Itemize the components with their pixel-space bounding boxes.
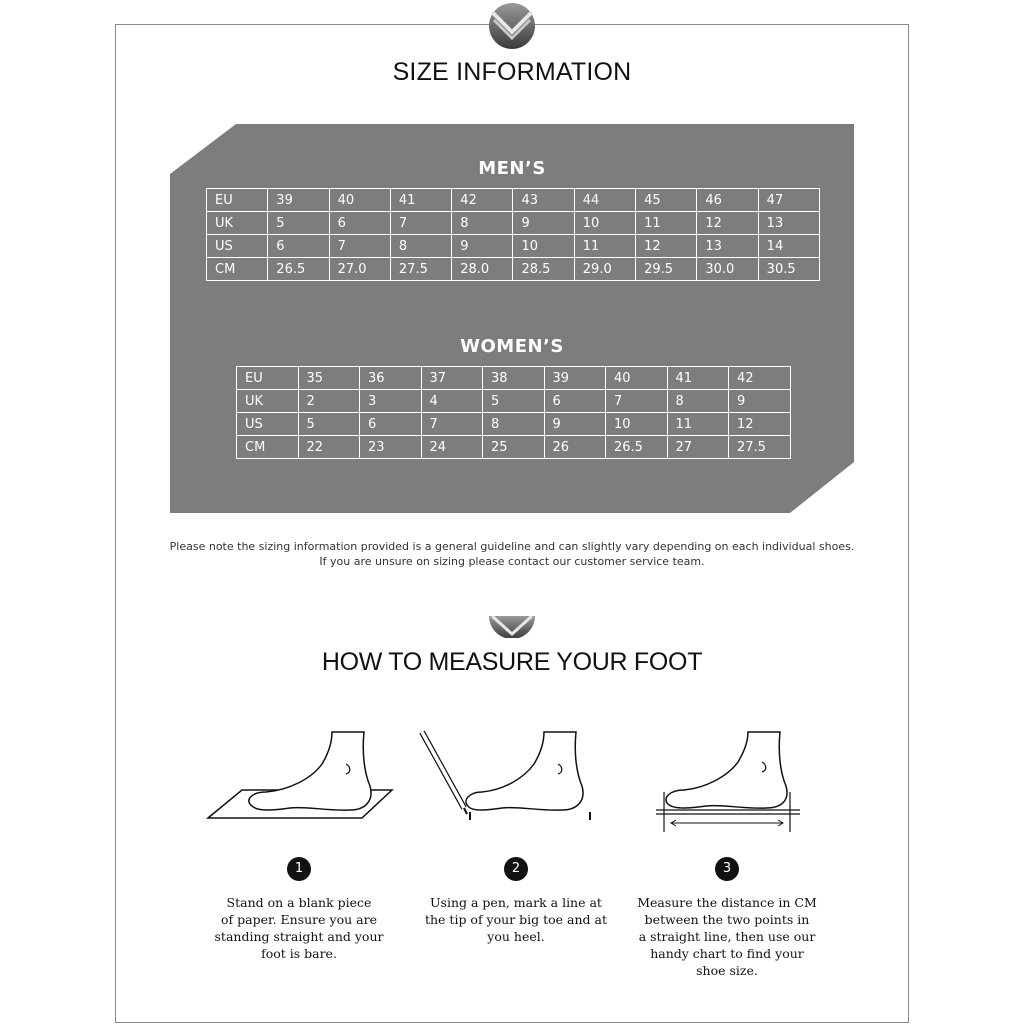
table-cell: 9 — [452, 235, 513, 258]
table-cell: 39 — [544, 367, 606, 390]
table-cell: 42 — [729, 367, 791, 390]
table-cell: 4 — [421, 390, 483, 413]
sizing-note-line1: Please note the sizing information provided is a general guideline and can slightly vary depending on each individual shoes. — [169, 540, 855, 553]
mens-row-cm — [207, 258, 820, 281]
mens-row-us — [207, 235, 820, 258]
table-cell: 29.0 — [574, 258, 635, 281]
table-cell: 41 — [390, 189, 451, 212]
table-cell: 26.5 — [606, 436, 668, 459]
step-2-number: 2 — [504, 857, 528, 881]
table-cell: 47 — [758, 189, 819, 212]
mens-row-eu — [207, 189, 820, 212]
table-cell: 5 — [268, 212, 329, 235]
mens-heading: MEN’S — [478, 158, 546, 179]
table-cell: 36 — [360, 367, 422, 390]
table-cell: 6 — [544, 390, 606, 413]
row-label: EU — [237, 367, 299, 390]
foot-icon — [416, 728, 606, 824]
table-cell: 41 — [667, 367, 729, 390]
table-cell: 27.5 — [390, 258, 451, 281]
table-cell: 35 — [298, 367, 360, 390]
table-cell: 28.0 — [452, 258, 513, 281]
table-cell: 44 — [574, 189, 635, 212]
table-cell: 9 — [729, 390, 791, 413]
table-cell: 12 — [636, 235, 697, 258]
table-cell: 10 — [574, 212, 635, 235]
step-3-text: Measure the distance in CM between the two points in a straight line, then use our handy chart to find your shoe size. — [637, 895, 817, 978]
table-cell: 30.0 — [697, 258, 758, 281]
table-cell: 7 — [390, 212, 451, 235]
row-label: UK — [207, 212, 268, 235]
row-label: UK — [237, 390, 299, 413]
pen-icon — [422, 732, 467, 814]
table-cell: 11 — [636, 212, 697, 235]
table-cell: 8 — [483, 413, 545, 436]
foot-icon — [206, 728, 396, 824]
table-cell: 43 — [513, 189, 574, 212]
table-cell: 12 — [729, 413, 791, 436]
table-cell: 24 — [421, 436, 483, 459]
table-cell: 7 — [606, 390, 668, 413]
step-1-text: Stand on a blank piece of paper. Ensure you are standing straight and your foot is bare. — [214, 895, 384, 961]
table-cell: 9 — [544, 413, 606, 436]
table-cell: 9 — [513, 212, 574, 235]
table-cell: 28.5 — [513, 258, 574, 281]
table-cell: 6 — [360, 413, 422, 436]
womens-size-table — [236, 366, 791, 459]
row-label: CM — [237, 436, 299, 459]
mens-row-uk — [207, 212, 820, 235]
measure-title: HOW TO MEASURE YOUR FOOT — [321, 648, 703, 676]
womens-row-uk — [237, 390, 791, 413]
table-cell: 27.5 — [729, 436, 791, 459]
row-label: CM — [207, 258, 268, 281]
sizing-note-line2: If you are unsure on sizing please contact our customer service team. — [319, 555, 705, 568]
table-cell: 26 — [544, 436, 606, 459]
table-cell: 22 — [298, 436, 360, 459]
table-cell: 5 — [483, 390, 545, 413]
table-cell: 38 — [483, 367, 545, 390]
table-cell: 7 — [329, 235, 390, 258]
table-cell: 46 — [697, 189, 758, 212]
table-cell: 6 — [329, 212, 390, 235]
table-cell: 27.0 — [329, 258, 390, 281]
table-cell: 5 — [298, 413, 360, 436]
table-cell: 14 — [758, 235, 819, 258]
chevron-logo-icon — [488, 616, 536, 638]
chevron-logo-icon — [488, 2, 536, 50]
womens-heading: WOMEN’S — [460, 336, 564, 357]
table-cell: 45 — [636, 189, 697, 212]
row-label: US — [207, 235, 268, 258]
table-cell: 8 — [452, 212, 513, 235]
step-1-number: 1 — [287, 857, 311, 881]
table-cell: 25 — [483, 436, 545, 459]
table-cell: 39 — [268, 189, 329, 212]
table-cell: 27 — [667, 436, 729, 459]
row-label: US — [237, 413, 299, 436]
table-cell: 8 — [390, 235, 451, 258]
row-label: EU — [207, 189, 268, 212]
table-cell: 26.5 — [268, 258, 329, 281]
table-cell: 10 — [606, 413, 668, 436]
womens-row-eu — [237, 367, 791, 390]
table-cell: 7 — [421, 413, 483, 436]
table-cell: 37 — [421, 367, 483, 390]
table-cell: 30.5 — [758, 258, 819, 281]
table-cell: 13 — [697, 235, 758, 258]
table-cell: 11 — [574, 235, 635, 258]
table-cell: 12 — [697, 212, 758, 235]
table-cell: 40 — [329, 189, 390, 212]
table-cell: 29.5 — [636, 258, 697, 281]
step-3-number: 3 — [715, 857, 739, 881]
table-cell: 8 — [667, 390, 729, 413]
table-cell: 10 — [513, 235, 574, 258]
table-cell: 23 — [360, 436, 422, 459]
foot-icon — [654, 728, 844, 838]
page-title: SIZE INFORMATION — [392, 58, 632, 86]
table-cell: 6 — [268, 235, 329, 258]
table-cell: 13 — [758, 212, 819, 235]
table-cell: 3 — [360, 390, 422, 413]
step-2-text: Using a pen, mark a line at the tip of your big toe and at you heel. — [424, 895, 607, 944]
mens-size-table — [206, 188, 820, 281]
table-cell: 11 — [667, 413, 729, 436]
table-cell: 42 — [452, 189, 513, 212]
table-cell: 2 — [298, 390, 360, 413]
table-cell: 40 — [606, 367, 668, 390]
womens-row-us — [237, 413, 791, 436]
womens-row-cm — [237, 436, 791, 459]
